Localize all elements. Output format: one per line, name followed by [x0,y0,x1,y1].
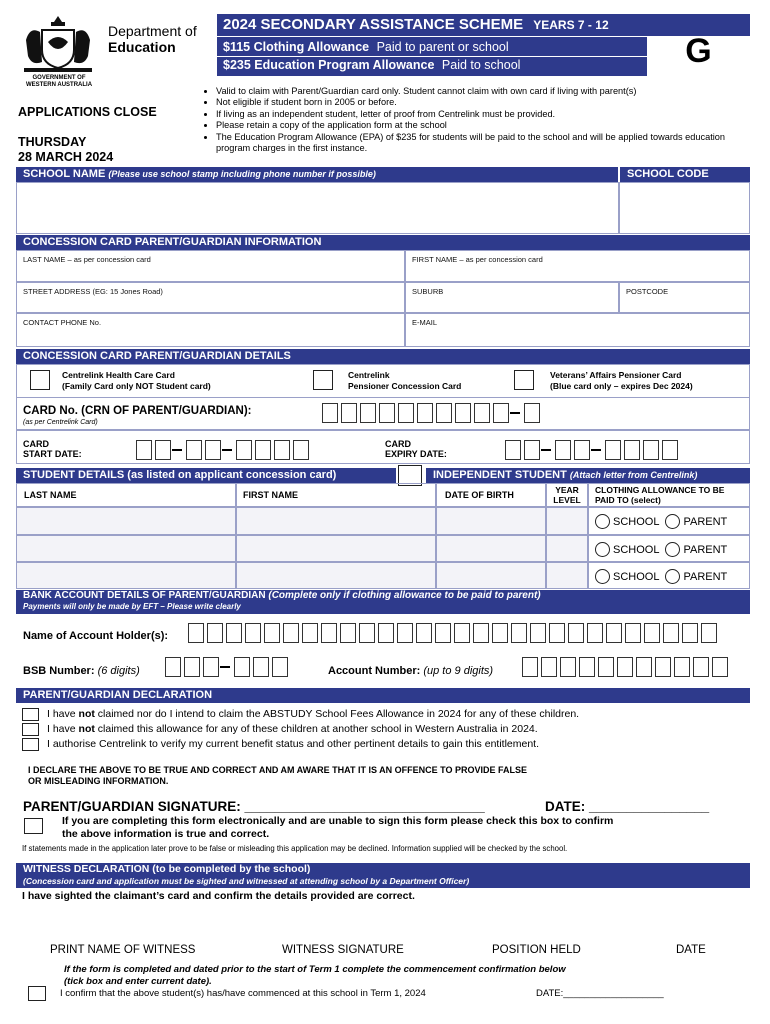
parent-radio[interactable] [665,514,680,529]
independent-student-header: INDEPENDENT STUDENT (Attach letter from Centrelink) [426,468,750,483]
note-item: • Not eligible if student born in 2005 or before. [216,97,752,108]
scheme-years: YEARS 7 - 12 [533,18,609,32]
parent-radio[interactable] [665,542,680,557]
signature-line[interactable]: PARENT/GUARDIAN SIGNATURE: ________________________________ [23,799,485,814]
parent-first-name-field[interactable]: FIRST NAME – as per concession card [405,250,750,282]
form-letter: G [685,32,712,70]
start-date-boxes[interactable] [136,440,312,460]
term-note: If the form is completed and dated prior to the start of Term 1 complete the commencement confirmation below (tick box and enter current date). [64,964,566,987]
parent-details-header: CONCESSION CARD PARENT/GUARDIAN DETAILS [16,349,750,364]
account-holder-label: Name of Account Holder(s): [23,630,169,642]
student-table: LAST NAME FIRST NAME DATE OF BIRTH YEAR LEVEL CLOTHING ALLOWANCE TO BE PAID TO (select) SCHOOL PARENT SCHOOL PARENT SCHOOL PARENT [16,483,750,589]
witness-header: WITNESS DECLARATION (to be completed by the school) (Concession card and application must be sighted and witnessed at attending school by a Department Officer) [16,863,750,888]
epa-amount: $235 Education Program Allowance [223,58,435,72]
electronic-confirm-checkbox[interactable] [24,818,43,834]
witness-signature: WITNESS SIGNATURE [282,944,404,956]
veterans-card-checkbox[interactable] [514,370,534,390]
clothing-amount: $115 Clothing Allowance [223,40,370,54]
note-item: • Valid to claim with Parent/Guardian card only. Student cannot claim with own card if living with parent(s) [216,86,752,97]
witness-signing-area[interactable] [16,905,750,940]
veterans-card-label: Veterans’ Affairs Pensioner Card (Blue card only – expires Dec 2024) [550,370,693,391]
school-code-field[interactable] [619,182,750,234]
note-item: • If living as an independent student, letter of proof from Centrelink must be provided. [216,109,752,120]
card-number-boxes[interactable] [322,403,543,423]
school-radio[interactable] [595,514,610,529]
postcode-field[interactable]: POSTCODE [619,282,750,313]
school-code-header: SCHOOL CODE [620,167,750,182]
epa-paid: Paid to school [441,58,521,72]
abstudy-checkbox[interactable] [22,708,39,721]
scheme-title: 2024 SECONDARY ASSISTANCE SCHEME [223,16,524,33]
gov-wa-label: GOVERNMENT OF WESTERN AUSTRALIA [25,75,93,88]
declare-statement: I DECLARE THE ABOVE TO BE TRUE AND CORRECT AND AM AWARE THAT IT IS AN OFFENCE TO PROVIDE FALSE OR MISLEADING INFORMATION. [28,765,528,786]
bsb-label: BSB Number: (6 digits) [23,665,140,677]
centrelink-authorise-checkbox[interactable] [22,738,39,751]
school-name-header: SCHOOL NAME (Please use school stamp including phone number if possible) [16,167,618,182]
suburb-field[interactable]: SUBURB [405,282,619,313]
pensioner-card-label: Centrelink Pensioner Concession Card [348,370,462,391]
expiry-date-label: CARD EXPIRY DATE: [385,439,447,459]
school-name-field[interactable] [16,182,619,234]
other-school-checkbox[interactable] [22,723,39,736]
declaration-items: I have not claimed nor do I intend to claim the ABSTUDY School Fees Allowance in 2024 for any of these children. I have not claimed this allowance for any of these children at another school in Western Australia in 2024. I authorise Centrelink to verify my current benefit status and other pertinent details to gain this entitlement. [22,707,579,752]
street-address-field[interactable]: STREET ADDRESS (EG: 15 Jones Road) [16,282,405,313]
commencement-checkbox[interactable] [28,986,46,1001]
card-number-label: CARD No. (CRN OF PARENT/GUARDIAN): [23,405,252,417]
witness-position: POSITION HELD [492,944,581,956]
department-name: Department of Education [108,23,197,55]
witness-print-name: PRINT NAME OF WITNESS [50,944,196,956]
school-radio[interactable] [595,542,610,557]
expiry-date-boxes[interactable] [505,440,681,460]
eligibility-notes [204,86,752,154]
note-item: • Please retain a copy of the application form at the school [216,120,752,131]
note-item: • The Education Program Allowance (EPA) of $235 for students will be paid to the school and will be applied towards education program charges in the first instance. [216,132,752,155]
student-details-header: STUDENT DETAILS (as listed on applicant concession card) [16,468,396,483]
signature-date-line[interactable]: DATE: ________________ [545,799,710,814]
scheme-title-banner [217,14,750,76]
parent-last-name-field[interactable]: LAST NAME – as per concession card [16,250,405,282]
clothing-paid: Paid to parent or school [376,40,509,54]
account-number-boxes[interactable] [522,657,731,677]
commencement-date[interactable]: DATE:___________________ [536,988,664,999]
declaration-header: PARENT/GUARDIAN DECLARATION [16,688,750,703]
start-date-label: CARD START DATE: [23,439,82,459]
electronic-confirm-label: If you are completing this form electronically and are unable to sign this form please check this box to confirm the above information is true and correct. [62,815,614,840]
witness-date: DATE [676,944,706,956]
commencement-confirm: I confirm that the above student(s) has/have commenced at this school in Term 1, 2024 [60,988,426,999]
applications-close: APPLICATIONS CLOSE [18,105,157,119]
witness-sighted: I have sighted the claimant’s card and confirm the details provided are correct. [22,890,415,902]
pensioner-card-checkbox[interactable] [313,370,333,390]
school-radio[interactable] [595,569,610,584]
close-date: THURSDAY 28 MARCH 2024 [18,135,114,164]
false-statements-note: If statements made in the application later prove to be false or misleading this application may be declined. Information supplied will be checked by the school. [22,844,568,853]
health-care-card-checkbox[interactable] [30,370,50,390]
email-field[interactable]: E-MAIL [405,313,750,347]
card-number-note: (as per Centrelink Card) [23,419,98,426]
account-number-label: Account Number: (up to 9 digits) [328,665,494,677]
parent-radio[interactable] [665,569,680,584]
bank-header: BANK ACCOUNT DETAILS OF PARENT/GUARDIAN (Complete only if clothing allowance to be paid to parent) Payments will only be made by EFT – Please write clearly [16,590,750,614]
phone-field[interactable]: CONTACT PHONE No. [16,313,405,347]
account-holder-boxes[interactable] [188,623,720,643]
government-crest-logo [18,12,98,78]
parent-info-header: CONCESSION CARD PARENT/GUARDIAN INFORMATION [16,235,750,250]
bsb-boxes[interactable] [165,657,291,677]
health-care-card-label: Centrelink Health Care Card (Family Card only NOT Student card) [62,370,211,391]
